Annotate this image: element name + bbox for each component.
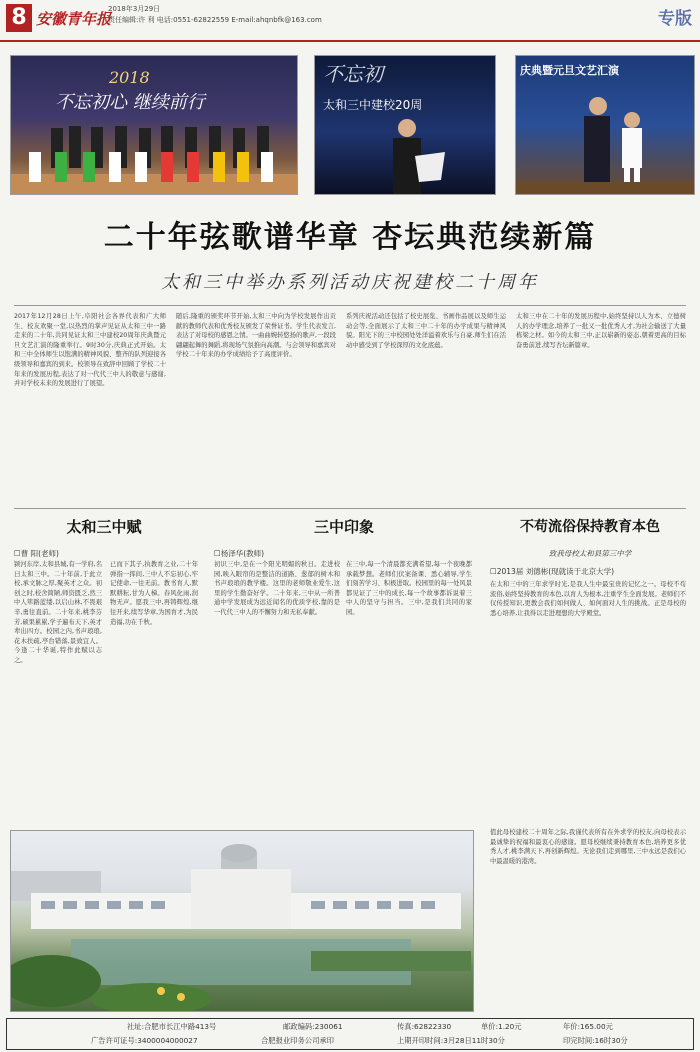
photo-school-campus bbox=[10, 830, 474, 1012]
photo-banner: 庆典暨元旦文艺汇演 bbox=[520, 64, 619, 77]
campus-illustration bbox=[11, 831, 473, 1011]
divider bbox=[14, 305, 686, 306]
byline-3: ☐2013届 刘德彬(现就读于北京大学) bbox=[490, 567, 615, 576]
byline-2: ☐杨泽华(教师) bbox=[214, 549, 265, 558]
column-2-text-b: 在三中,每一个清晨都充满希望,每一个夜晚都承载梦想。老师们伏案备课、悉心辅导,学生们刻苦学习、积极进取。校园里的每一处风景都见证了三中的成长,每一个故事都诉说着三中人的坚守与担当。三中,是我们共同的家园。 bbox=[346, 561, 472, 616]
photo-banner-text: 太和三中建校20周 bbox=[323, 98, 423, 112]
photo-year: 2018 bbox=[109, 68, 150, 87]
footer-fax: 传真:62822330 bbox=[397, 1022, 452, 1031]
photo-slogan: 不忘初心 继续前行 bbox=[55, 92, 205, 113]
issue-date: 2018年3月29日 bbox=[108, 5, 161, 13]
footer-printer: 合肥报业印务公司承印 bbox=[261, 1036, 334, 1045]
page-number: 8 bbox=[6, 4, 32, 32]
divider bbox=[14, 508, 686, 509]
photo-award bbox=[515, 55, 695, 195]
article-subtitle: 太和三中举办系列活动庆祝建校二十周年 bbox=[161, 272, 539, 293]
column-heading-2: 三中印象 bbox=[313, 518, 374, 536]
intro-column-3: 系列庆祝活动还包括了校史展览、书画作品展以及师生运动会等,全面展示了太和三中二十年的办学成果与精神风貌。阳光下的三中校园处处洋溢着欢乐与自豪,师生们在活动中感受到了学校深厚的文化底蕴。 bbox=[346, 313, 506, 349]
editor-line: 责任编辑:许 利 电话:0551-62822559 E-mail:ahqnbfk@163.com bbox=[108, 16, 322, 24]
footer-ad-license: 广告许可证号:3400004000027 bbox=[91, 1036, 198, 1045]
footer-annual-price: 年价:165.00元 bbox=[563, 1022, 613, 1031]
masthead: 安徽青年报 bbox=[36, 10, 112, 28]
column-heading-1: 太和三中赋 bbox=[66, 518, 142, 536]
intro-column-4: 太和三中在二十年的发展历程中,始终坚持以人为本、立德树人的办学理念,培养了一批又一批优秀人才,为社会输送了大量栋梁之材。如今的太和三中,正以崭新的姿态,朝着更高的目标奋勇前进,续写杏坛新篇章。 bbox=[516, 313, 686, 349]
host-illustration bbox=[315, 56, 495, 194]
column-1-text-b: 已而下其子,执教育之业,二十年弹指一挥间,三中人不忘初心,牢记使命,一往无前。教书育人,默默耕耘,甘为人梯。春风化雨,润物无声。愿我三中,再铸辉煌,继往开来,续写华章,为国育才,为民造福,功在千秋。 bbox=[110, 561, 198, 626]
column-2-text-a: 初识三中,是在一个阳光明媚的秋日。走进校园,映入眼帘的是整洁的道路、葱郁的树木和书声琅琅的教学楼。这里的老师敬业爱生,这里的学生勤奋好学。二十年来,三中从一所普通中学发展成为远近闻名的优质学校,靠的是一代代三中人的不懈努力和无私奉献。 bbox=[214, 561, 340, 616]
article-title: 二十年弦歌谱华章 杏坛典范续新篇 bbox=[103, 220, 597, 255]
footer-info bbox=[6, 1018, 694, 1050]
column-3-text-b: 值此母校建校二十周年之际,我谨代表所有在外求学的校友,向母校表示最诚挚的祝福和最衷心的感谢。愿母校继续秉持教育本色,培养更多优秀人才,桃李满天下,再创新辉煌。无论我们走到哪里,三中永远是我们心中最温暖的港湾。 bbox=[490, 829, 686, 865]
column-heading-3: 不苟流俗保持教育本色 bbox=[520, 519, 660, 535]
page-header bbox=[0, 0, 700, 42]
footer-address: 社址:合肥市长江中路413号 bbox=[127, 1022, 217, 1031]
photo-celebration-stage bbox=[10, 55, 298, 195]
footer-unit-price: 单价:1.20元 bbox=[481, 1022, 522, 1031]
column-subheading-3: 致我母校太和县第三中学 bbox=[548, 549, 632, 558]
header-meta bbox=[108, 4, 322, 26]
performers-illustration bbox=[11, 56, 297, 194]
intro-column-2: 随后,隆重的颁奖环节开始,太和三中向为学校发展作出贡献的教师代表和优秀校友颁发了荣誉证书。学生代表发言,表达了对母校的感恩之情。一曲曲婉转悠扬的歌声,一段段翩翩起舞的舞蹈,将现场气氛推向高潮。与会领导和嘉宾对学校二十年来的办学成绩给予了高度评价。 bbox=[176, 313, 336, 359]
column-1-text-a: 颍河东岸,太和县城,有一学府,名曰太和三中。二十年前,于此立校,承文脉之厚,聚英才之众。初创之时,校舍简陋,师资匮乏,然三中人筚路蓝缕,以启山林,不畏艰辛,勇往直前。二十年来,桃李芬芳,硕果累累,学子遍布天下,英才辈出四方。校园之内,书声琅琅,花木扶疏,亭台错落,景致宜人。今逢二十华诞,特作此赋以志之。 bbox=[14, 561, 102, 664]
section-tag: 专版 bbox=[658, 9, 692, 29]
photo-banner-top: 不忘初 bbox=[323, 62, 383, 86]
intro-column-1: 2017年12月28日上午,阜阳社会各界代表和广大师生、校友欢聚一堂,以热烈的掌声见证从太和三中一路走来的二十年,共同见证太和三中建校20周年庆典暨元旦文艺汇演的隆重举行。9时30分,庆典正式开始。太和三中全体师生以饱满的精神风貌、整齐的队列迎接各级领导和嘉宾的到来。校领导在致辞中回顾了学校二十年来的发展历程,表达了对一代代三中人的敬意与感谢,并对学校未来的发展进行了展望。 bbox=[14, 313, 166, 388]
footer-finish-time: 上期开印时间:3月28日11时30分 bbox=[397, 1036, 505, 1045]
footer-postcode: 邮政编码:230061 bbox=[283, 1022, 343, 1031]
column-3-text-a: 在太和三中的三年求学时光,是我人生中最宝贵的记忆之一。母校不苟流俗,始终坚持教育的本色,以育人为根本,注重学生全面发展。老师们不仅传授知识,更教会我们如何做人、如何面对人生的挑战。正是母校的悉心培养,让我得以走进理想的大学殿堂。 bbox=[490, 581, 686, 617]
award-illustration bbox=[516, 56, 694, 194]
footer-print-time: 印完时间:16时30分 bbox=[563, 1036, 628, 1045]
byline-1: ☐曹 阳(老师) bbox=[14, 549, 59, 558]
photo-host-speech bbox=[314, 55, 496, 195]
